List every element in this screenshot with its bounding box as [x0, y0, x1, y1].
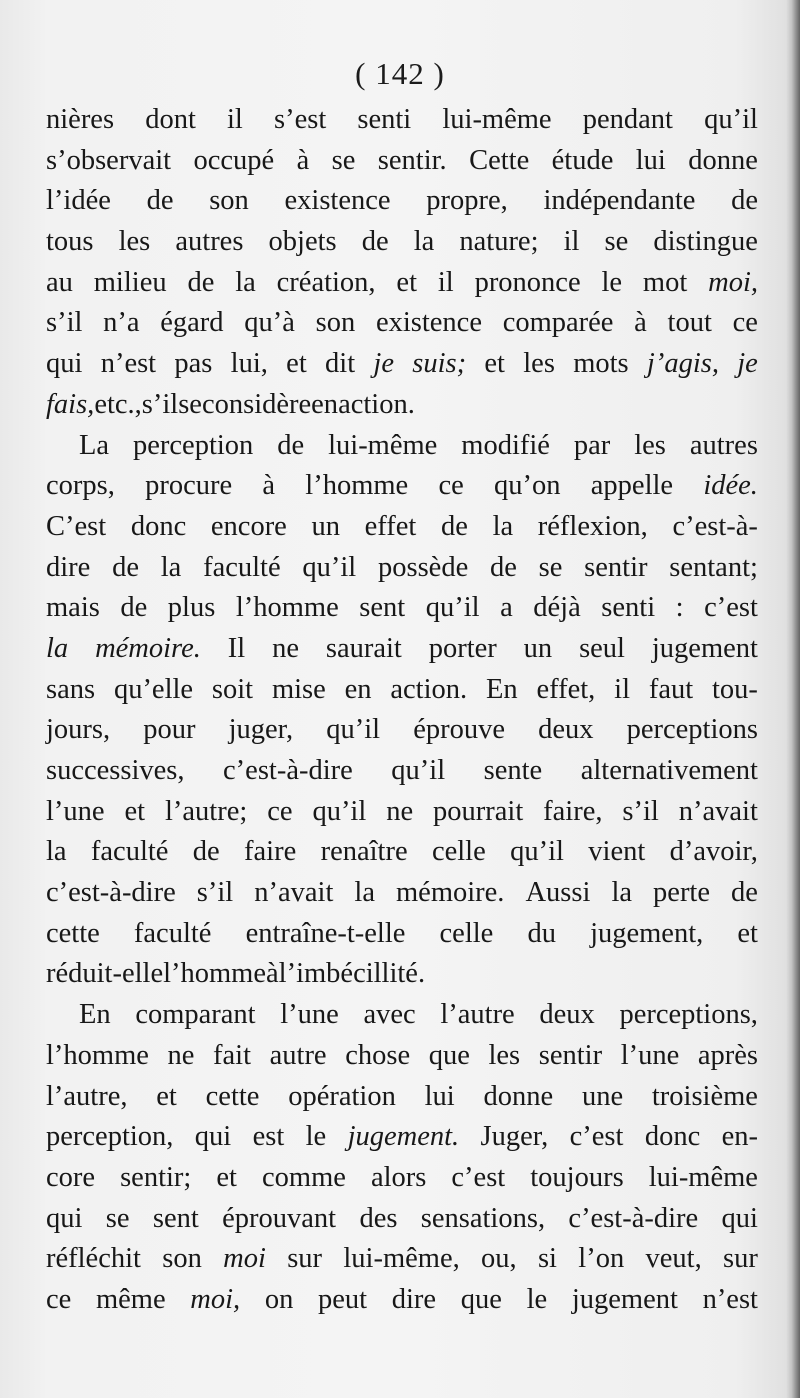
word: Aussi [525, 877, 591, 909]
text-line [46, 1077, 758, 1118]
word: son [315, 307, 356, 339]
word: chose [345, 1039, 411, 1071]
word: qui [46, 1202, 83, 1234]
word: et [124, 795, 146, 827]
word: sente [483, 755, 543, 786]
text-line [46, 507, 758, 548]
word: au [46, 266, 73, 298]
word: à [296, 144, 310, 176]
word: lui [635, 144, 666, 176]
word: lui-même [328, 429, 438, 461]
word: autre [269, 1039, 327, 1071]
word: qu’elle [113, 673, 194, 705]
word: jugement [651, 632, 758, 664]
word: juger, [228, 714, 294, 746]
text-line [46, 303, 758, 344]
word: perceptions, [619, 999, 758, 1031]
word: l’idée [46, 185, 111, 217]
word: corps, [46, 470, 115, 502]
word: sent [152, 1202, 199, 1234]
text-line [46, 954, 758, 995]
word: sent [359, 592, 406, 624]
word: distingue [653, 226, 758, 258]
word: dont [145, 104, 196, 135]
word: C’est [46, 510, 107, 542]
word: sentant; [669, 551, 758, 583]
text-line [46, 670, 758, 711]
word: possède [377, 551, 469, 583]
word: qu’il [704, 104, 758, 135]
word: donc [644, 1121, 701, 1153]
word: se [331, 144, 356, 176]
word: pas [174, 348, 213, 380]
word: de [731, 877, 758, 909]
word: des [359, 1202, 398, 1234]
word: lui-même [648, 1161, 758, 1193]
word: c’est-à-dire [46, 877, 176, 909]
word: son [162, 1243, 202, 1275]
word: ce [732, 307, 758, 339]
word: sentir. [377, 144, 447, 176]
word: propre, [426, 185, 508, 217]
text-line [46, 1036, 758, 1077]
word: on [264, 1283, 294, 1315]
word: appelle [590, 470, 674, 502]
word: tou- [712, 673, 758, 705]
word: nières [46, 104, 115, 135]
word: Il [227, 632, 246, 664]
word: la [413, 226, 435, 258]
word: Juger, [480, 1121, 549, 1153]
word: action. [390, 673, 468, 705]
word: c’est-à- [672, 510, 758, 542]
word: peut [318, 1283, 368, 1315]
word: la [492, 510, 514, 542]
word: ce [438, 470, 464, 502]
word: s’il [622, 795, 659, 827]
word: et [216, 1161, 237, 1193]
word: c’est [569, 1121, 624, 1153]
word: troisième [651, 1080, 758, 1112]
word: les [118, 226, 151, 258]
word: réduit-elle [46, 958, 164, 990]
page-number: ( 142 ) [355, 56, 445, 91]
word: cette [46, 917, 100, 949]
text-line [46, 1158, 758, 1199]
word: en- [721, 1121, 758, 1153]
text-line [46, 914, 758, 955]
word: l’homme [46, 1039, 149, 1071]
word: se [604, 226, 629, 258]
text-line [46, 792, 758, 833]
word: création, [276, 266, 376, 298]
word: deux [538, 714, 594, 746]
word: vient [588, 836, 646, 868]
word: mémoire. [396, 877, 505, 909]
italic-word: j’agis, [646, 348, 719, 380]
word: qui [46, 348, 83, 380]
word: l’on [578, 1243, 625, 1275]
word: s’il [196, 877, 234, 909]
word: c’est [704, 592, 758, 624]
page-edge-shadow [786, 0, 800, 1398]
word: et [396, 266, 417, 298]
word: sentir; [120, 1161, 192, 1193]
word: existence [375, 307, 482, 339]
word: renaître [320, 836, 408, 868]
word: n’a [103, 307, 140, 339]
word: En [485, 673, 518, 705]
text-line [46, 426, 758, 467]
word: sensations, [420, 1202, 546, 1234]
word: c’est-à-dire [223, 755, 353, 786]
word: à [262, 470, 276, 502]
word: en [344, 673, 372, 705]
word: et [286, 348, 307, 380]
word: entraîne-t-elle [245, 917, 406, 949]
word: si [537, 1243, 557, 1275]
text-line [46, 832, 758, 873]
word: l’homme [163, 958, 267, 990]
word: dire [46, 551, 91, 583]
word: : [675, 592, 684, 624]
word: lui-même [442, 104, 552, 135]
word: sur [723, 1243, 758, 1275]
word: avec [363, 999, 416, 1031]
word: le [305, 1121, 327, 1153]
italic-word: suis; [412, 348, 467, 380]
word: mais [46, 592, 100, 624]
word: porter [428, 632, 497, 664]
word: l’homme [305, 470, 409, 502]
word: faut [648, 673, 694, 705]
word: éprouve [413, 714, 505, 746]
word: il [227, 104, 243, 135]
word: autres [689, 429, 758, 461]
text-line [46, 1239, 758, 1280]
word: opération [288, 1080, 396, 1112]
word: réfléchit [46, 1243, 141, 1275]
word: qu’on [494, 470, 561, 502]
word: senti [357, 104, 412, 135]
word: de [187, 266, 215, 298]
word: l’autre, [46, 1080, 128, 1112]
text-line [46, 995, 758, 1036]
word: saurait [325, 632, 402, 664]
text-line [46, 1280, 758, 1321]
word: un [311, 510, 340, 542]
word: core [46, 1161, 96, 1193]
word: se [105, 1202, 130, 1234]
word: cette [205, 1080, 260, 1112]
word: l’une [620, 1039, 680, 1071]
word: faculté [133, 917, 212, 949]
word: qu’il [302, 551, 357, 583]
italic-word: fais, [46, 388, 95, 420]
word: encore [210, 510, 287, 542]
word: qui [194, 1121, 232, 1153]
word: perception [133, 429, 254, 461]
word: après [697, 1039, 758, 1071]
word: pendant [582, 104, 673, 135]
word: même [95, 1283, 166, 1315]
word: qu’il [326, 714, 381, 746]
word: perte [653, 877, 711, 909]
italic-word: je [373, 348, 394, 380]
word: faculté [203, 551, 281, 583]
word: effet [364, 510, 417, 542]
word: en [311, 388, 339, 420]
word: jours, [46, 714, 111, 746]
word: s’il [141, 388, 179, 420]
word: comme [262, 1161, 346, 1193]
word: pour [143, 714, 196, 746]
word: La [79, 429, 110, 461]
italic-word: la [46, 632, 69, 664]
text-line [46, 629, 758, 670]
word: éprouvant [222, 1202, 337, 1234]
word: ce [267, 795, 293, 827]
text-line [46, 548, 758, 589]
word: de [112, 551, 139, 583]
word: nature; [459, 226, 539, 258]
word: il [614, 673, 630, 705]
word: de [361, 226, 389, 258]
word: et [484, 348, 505, 380]
text-line [46, 385, 758, 426]
word: c’est [451, 1161, 506, 1193]
word: indépendante [543, 185, 696, 217]
word: à [266, 958, 279, 990]
word: etc., [94, 388, 142, 420]
word: existence [284, 185, 391, 217]
text-line [46, 141, 758, 182]
word: ou, [481, 1243, 517, 1275]
word: qui [721, 1202, 758, 1234]
word: et [737, 917, 758, 949]
word: faculté [90, 836, 169, 868]
word: a [500, 592, 513, 624]
italic-word: je [737, 348, 758, 380]
text-line [46, 344, 758, 385]
word: que [428, 1039, 470, 1071]
word: est [252, 1121, 285, 1153]
word: mot [642, 266, 688, 298]
italic-word: moi, [190, 1283, 241, 1315]
word: le [526, 1283, 548, 1315]
text-line [46, 466, 758, 507]
word: son [209, 185, 249, 217]
word: En [79, 999, 111, 1031]
word: il [437, 266, 454, 298]
word: procure [145, 470, 233, 502]
word: une [581, 1080, 624, 1112]
word: se [538, 551, 563, 583]
word: fait [213, 1039, 252, 1071]
word: jugement, [590, 917, 704, 949]
word: tout [667, 307, 712, 339]
word: autres [175, 226, 244, 258]
text-line [46, 873, 758, 914]
word: seul [579, 632, 625, 664]
word: les [523, 348, 555, 380]
word: occupé [193, 144, 275, 176]
text-line [46, 1199, 758, 1240]
word: mise [271, 673, 326, 705]
word: celle [431, 836, 486, 868]
word: deux [539, 999, 595, 1031]
word: ne [167, 1039, 195, 1071]
word: qu’il [425, 592, 480, 624]
word: s’est [274, 104, 327, 135]
word: lui [424, 1080, 455, 1112]
word: sentir [538, 1039, 603, 1071]
word: alors [370, 1161, 427, 1193]
word: l’une [280, 999, 339, 1031]
word: du [527, 917, 556, 949]
word: s’il [46, 307, 83, 339]
word: sentir [584, 551, 648, 583]
word: égard [160, 307, 224, 339]
word: et [156, 1080, 177, 1112]
word: donne [483, 1080, 554, 1112]
word: qu’à [244, 307, 295, 339]
word: perception, [46, 1121, 174, 1153]
word: sur [287, 1243, 323, 1275]
word: l’imbécillité. [278, 958, 426, 990]
word: modifié [461, 429, 550, 461]
word: soit [211, 673, 254, 705]
word: il [563, 226, 580, 258]
word: Cette [469, 144, 530, 176]
word: se [178, 388, 202, 420]
word: déjà [533, 592, 581, 624]
word: veut, [645, 1243, 702, 1275]
word: la [160, 551, 182, 583]
word: de [489, 551, 517, 583]
text-line [46, 1117, 758, 1158]
word: le [601, 266, 623, 298]
word: considère [201, 388, 312, 420]
word: donne [688, 144, 758, 176]
word: perceptions [626, 714, 758, 746]
word: toujours [530, 1161, 624, 1193]
word: faire [244, 836, 297, 868]
word: de [192, 836, 220, 868]
italic-word: idée. [703, 470, 758, 502]
text-line [46, 588, 758, 629]
word: senti [601, 592, 656, 624]
italic-word: moi, [708, 266, 758, 298]
word: qu’il [510, 836, 564, 868]
word: alternativement [580, 755, 758, 786]
word: jugement [571, 1283, 678, 1315]
italic-word: mémoire. [95, 632, 201, 664]
text-line [46, 222, 758, 263]
word: ce [46, 1283, 72, 1315]
word: qu’il [391, 755, 446, 786]
text-line [46, 263, 758, 304]
word: de [441, 510, 468, 542]
word: comparant [135, 999, 256, 1031]
word: celle [439, 917, 494, 949]
word: de [146, 185, 174, 217]
italic-word: moi [223, 1243, 266, 1275]
word: l’une [46, 795, 105, 827]
text-line [46, 710, 758, 751]
word: pourrait [433, 795, 524, 827]
word: n’est [702, 1283, 758, 1315]
word: mots [573, 348, 629, 380]
word: prononce [474, 266, 581, 298]
word: tous [46, 226, 94, 258]
word: successives, [46, 755, 185, 786]
text-line [46, 181, 758, 222]
word: l’autre; [164, 795, 248, 827]
word: dit [325, 348, 356, 380]
word: l’homme [235, 592, 339, 624]
word: de [731, 185, 758, 217]
word: sans [46, 673, 96, 705]
text-line [46, 751, 758, 792]
word: la [354, 877, 375, 909]
word: milieu [93, 266, 167, 298]
word: lui-même, [343, 1243, 460, 1275]
text-line [46, 100, 758, 141]
word: réflexion, [537, 510, 648, 542]
word: la [46, 836, 67, 868]
word: ne [272, 632, 299, 664]
word: les [488, 1039, 521, 1071]
word: qu’il [312, 795, 367, 827]
word: les [634, 429, 666, 461]
word: effet, [536, 673, 596, 705]
word: s’observait [46, 144, 172, 176]
word: étude [551, 144, 614, 176]
word: n’avait [254, 877, 334, 909]
word: n’avait [678, 795, 758, 827]
word: la [235, 266, 256, 298]
word: comparée [502, 307, 614, 339]
word: l’autre [440, 999, 515, 1031]
word: lui, [230, 348, 268, 380]
word: la [611, 877, 633, 909]
word: dire [391, 1283, 437, 1315]
word: action. [338, 388, 415, 420]
word: à [634, 307, 647, 339]
word: par [573, 429, 611, 461]
italic-word: jugement. [347, 1121, 460, 1153]
word: objets [268, 226, 337, 258]
word: donc [130, 510, 187, 542]
word: n’est [100, 348, 157, 380]
word: ne [386, 795, 414, 827]
word: faire, [543, 795, 603, 827]
word: d’avoir, [669, 836, 758, 868]
word: un [523, 632, 553, 664]
body-text [46, 100, 758, 1321]
word: que [460, 1283, 502, 1315]
word: de [277, 429, 305, 461]
word: c’est-à-dire [568, 1202, 699, 1234]
word: de [120, 592, 148, 624]
word: plus [167, 592, 216, 624]
